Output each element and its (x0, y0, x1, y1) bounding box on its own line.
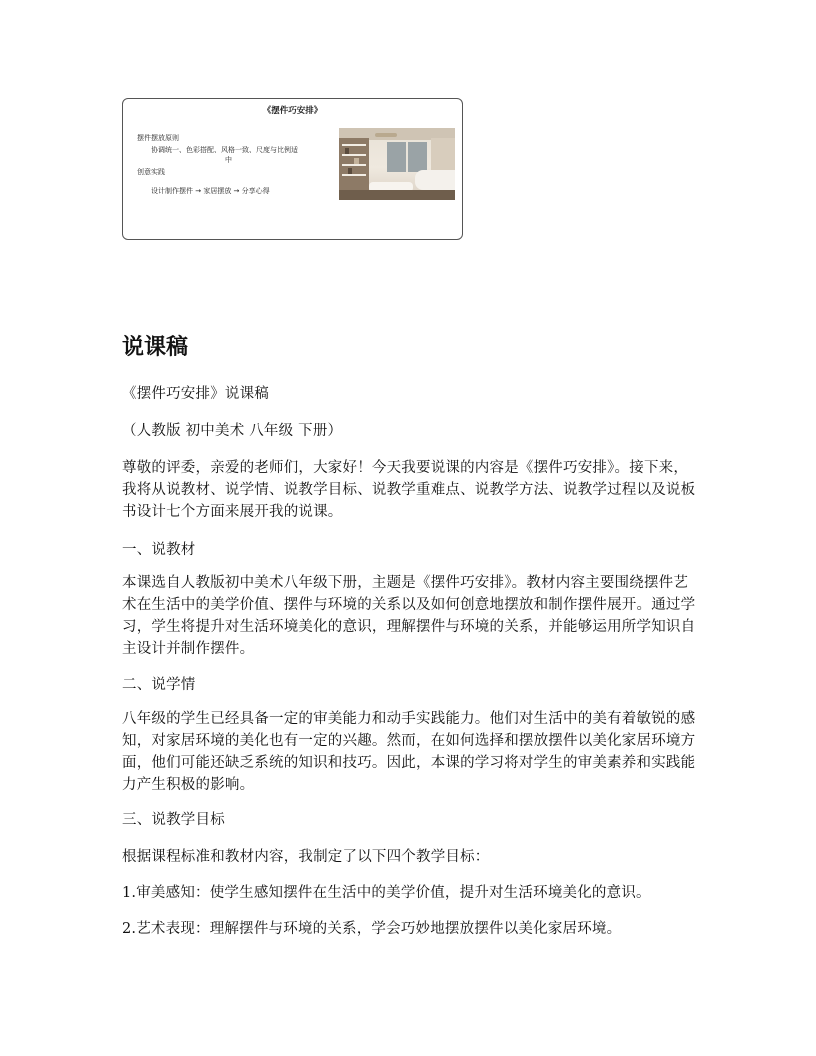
slide-line-principles-detail: 协调统一、色彩搭配、风格一致、尺度与比例适 (151, 146, 298, 154)
slide-line-practice: 创意实践 (137, 168, 165, 176)
section-1-body: 本课选自人教版初中美术八年级下册，主题是《摆件巧安排》。教材内容主要围绕摆件艺术在生活中的美学价值、摆件与环境的关系以及如何创意地摆放和制作摆件展开。通过学习，学生将提升对生活环境美化的意识，理解摆件与环境的关系，并能够运用所学知识自主设计并制作摆件。 (122, 575, 696, 657)
slide-line-principles: 摆件摆放原则 (137, 134, 179, 142)
goal-1: 1.审美感知：使学生感知摆件在生活中的美学价值，提升对生活环境美化的意识。 (122, 885, 651, 901)
section-2-title: 二、说学情 (122, 677, 196, 693)
section-3-title: 三、说教学目标 (122, 812, 225, 828)
lesson-title-line: 《摆件巧安排》说课稿 (122, 386, 269, 402)
edition-line: （人教版 初中美术 八年级 下册） (122, 423, 343, 439)
living-room-photo (339, 128, 455, 200)
section-3-intro: 根据课程标准和教材内容，我制定了以下四个教学目标： (122, 849, 490, 865)
slide-thumbnail (122, 98, 463, 240)
section-2-body: 八年级的学生已经具备一定的审美能力和动手实践能力。他们对生活中的美有着敏锐的感知，对家居环境的美化也有一定的兴趣。然而，在如何选择和摆放摆件以美化家居环境方面，他们可能还缺乏系统的知识和技巧。因此，本课的学习将对学生的审美素养和实践能力产生积极的影响。 (122, 711, 696, 793)
section-1-title: 一、说教材 (122, 542, 196, 558)
slide-line-steps: 设计制作摆件 → 家居摆放 → 分享心得 (151, 187, 270, 195)
slide-line-principles-detail-end: 中 (225, 156, 232, 164)
goal-2: 2.艺术表现：理解摆件与环境的关系，学会巧妙地摆放摆件以美化家居环境。 (122, 921, 622, 937)
page-heading: 说课稿 (122, 335, 189, 360)
slide-title: 《摆件巧安排》 (262, 106, 323, 116)
intro-paragraph: 尊敬的评委，亲爱的老师们，大家好！今天我要说课的内容是《摆件巧安排》。接下来，我将从说教材、说学情、说教学目标、说教学重难点、说教学方法、说教学过程以及说板书设计七个方面来展开我的说课。 (122, 460, 696, 520)
